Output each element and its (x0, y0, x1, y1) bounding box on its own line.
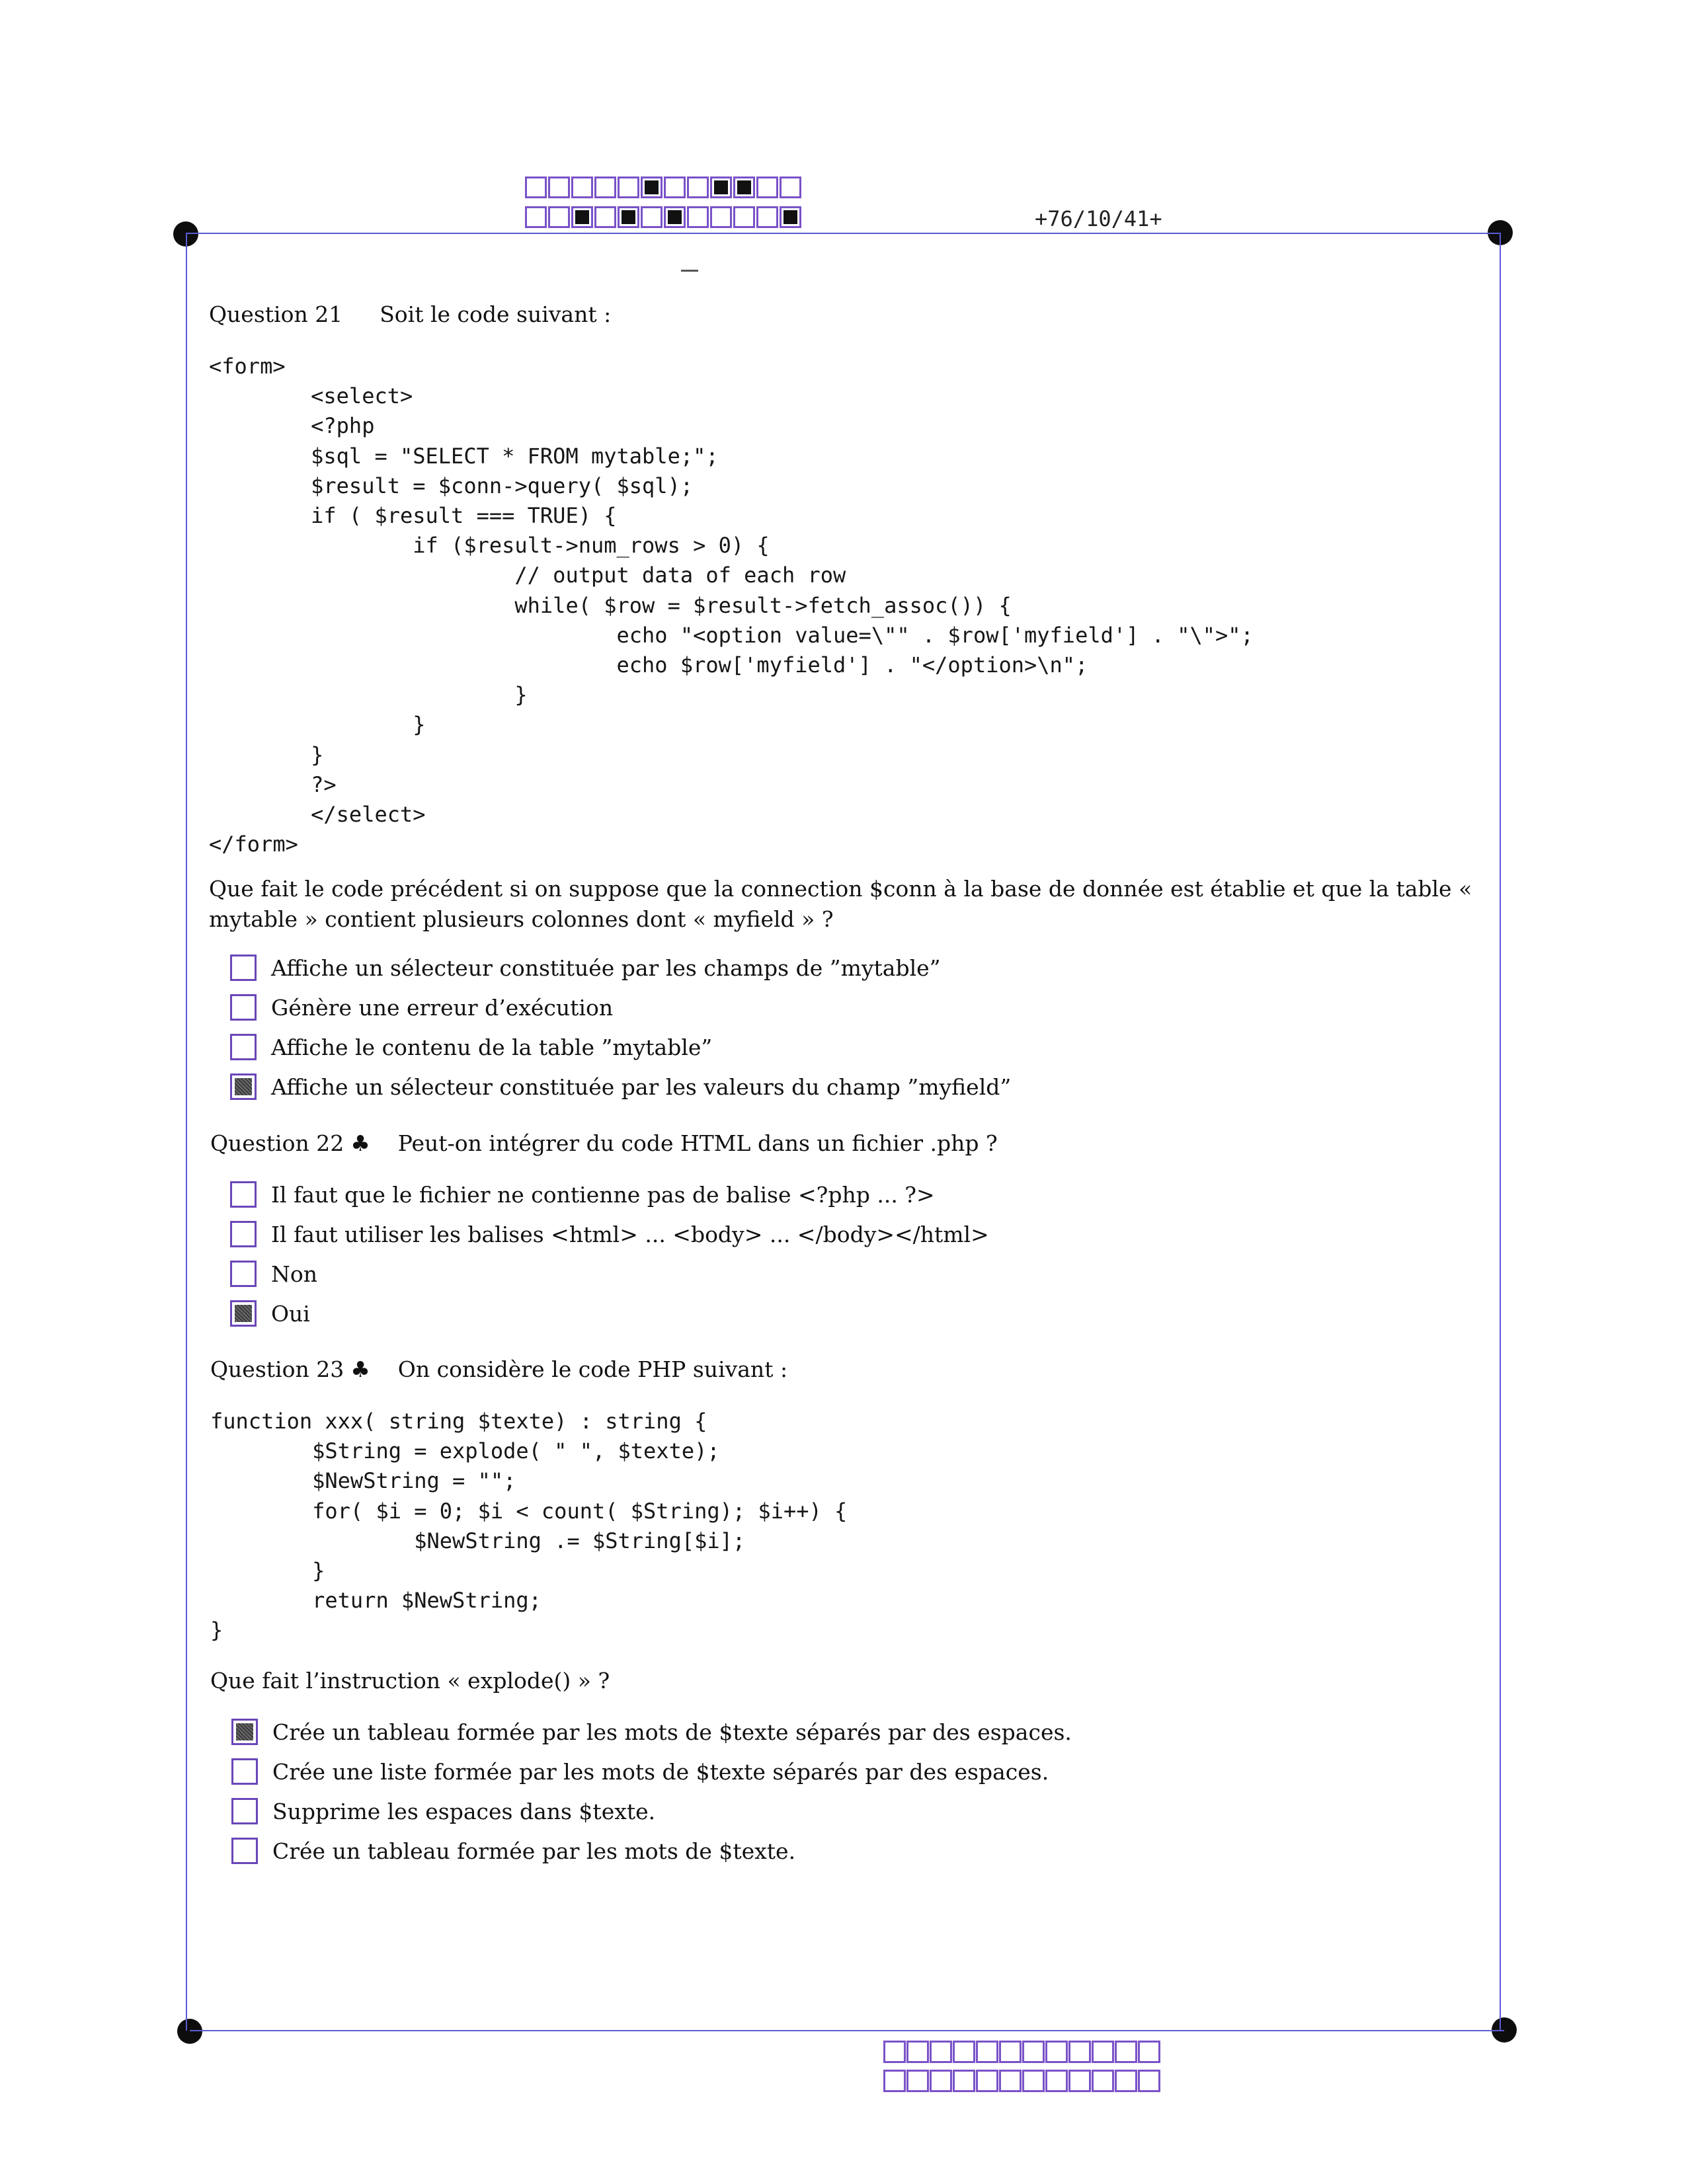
checkbox-checked[interactable] (230, 1300, 257, 1327)
code-cell (571, 206, 593, 228)
code-cell (664, 206, 686, 228)
code-cell (710, 206, 732, 228)
option-text: Il faut que le fichier ne contienne pas de balise <?php ... ?> (271, 1181, 935, 1208)
code-cell (687, 206, 709, 228)
code-cell (1068, 2041, 1091, 2063)
question-23-options (231, 1712, 1072, 1871)
question-label: Question 23 (210, 1356, 344, 1382)
question-title: Peut-on intégrer du code HTML dans un fichier .php ? (397, 1130, 998, 1156)
answer-option[interactable] (231, 1791, 1072, 1831)
code-cell (1068, 2070, 1091, 2092)
answer-option[interactable] (230, 1067, 1011, 1107)
question-22-options (230, 1175, 989, 1333)
answer-option[interactable] (230, 948, 1011, 988)
checkbox-checked[interactable] (231, 1719, 258, 1745)
code-cell (953, 2041, 975, 2063)
question-title: On considère le code PHP suivant : (397, 1356, 788, 1382)
code-cell (883, 2041, 906, 2063)
code-cell (756, 206, 778, 228)
frame-left (186, 233, 187, 2031)
code-cell (594, 176, 616, 198)
question-21-code: <form> <select> <?php $sql = "SELECT * FROM mytable;"; $result = $conn->query( $sql); if ( $result === TRUE) { if ($result->num_rows > 0) { // output data of each row while( $row = $result->fetch_assoc()) { echo "<option value=\"" . $row['myfield'] . "\">"; echo $row['myfield'] . "</option>\n"; } } } ?> </select> </form> (209, 354, 1254, 857)
answer-code-grid-row-1 (883, 2041, 1161, 2063)
code-cell (976, 2070, 998, 2092)
answer-code-grid-row-2 (883, 2070, 1161, 2092)
option-text: Affiche un sélecteur constituée par les champs de ”mytable” (271, 955, 941, 981)
checkbox[interactable] (231, 1798, 258, 1824)
checkbox[interactable] (230, 1034, 257, 1060)
code-cell (780, 206, 801, 228)
question-21-options (230, 948, 1011, 1107)
code-cell (733, 206, 755, 228)
answer-option[interactable] (231, 1712, 1072, 1752)
checkbox[interactable] (231, 1758, 258, 1785)
code-cell (883, 2070, 906, 2092)
option-text: Crée une liste formée par les mots de $texte séparés par des espaces. (272, 1758, 1049, 1785)
answer-option[interactable] (231, 1831, 1072, 1871)
question-21-prompt: Que fait le code précédent si on suppose que la connection $conn à la base de donnée est établie et que la table « mytable » contient plusieurs colonnes dont « myfield » ? (209, 876, 1472, 932)
code-cell (999, 2070, 1022, 2092)
code-cell (641, 206, 662, 228)
code-cell (571, 176, 593, 198)
answer-option[interactable] (230, 988, 1011, 1027)
answer-option[interactable] (230, 1027, 1011, 1067)
option-text: Affiche le contenu de la table ”mytable” (271, 1034, 713, 1060)
checkbox[interactable] (230, 1181, 257, 1208)
code-cell (618, 206, 639, 228)
code-cell (930, 2070, 952, 2092)
frame-bottom (190, 2030, 1504, 2031)
code-cell (548, 176, 570, 198)
question-label: Question 21 (209, 301, 343, 327)
answer-option[interactable] (231, 1752, 1072, 1791)
code-cell (664, 176, 686, 198)
option-text: Crée un tableau formée par les mots de $texte. (272, 1838, 796, 1864)
id-code-bottom-row (525, 206, 803, 228)
code-cell (906, 2070, 929, 2092)
checkbox[interactable] (230, 994, 257, 1021)
code-cell (1115, 2041, 1137, 2063)
code-cell (1092, 2070, 1114, 2092)
answer-option[interactable] (230, 1294, 989, 1333)
code-cell (525, 176, 547, 198)
page-id: +76/10/41+ (1035, 206, 1162, 231)
frame-top (186, 233, 1500, 234)
question-title: Soit le code suivant : (380, 301, 612, 327)
code-cell (953, 2070, 975, 2092)
code-cell (1045, 2041, 1068, 2063)
code-cell (548, 206, 570, 228)
question-22-heading (210, 1130, 998, 1156)
option-text: Supprime les espaces dans $texte. (272, 1798, 656, 1824)
question-23-code: function xxx( string $texte) : string { $String = explode( " ", $texte); $NewString = ""; for( $i = 0; $i < count( $String); $i++) { $NewString .= $String[$i]; } return $NewString; } (210, 1409, 848, 1643)
code-cell (710, 176, 732, 198)
question-label: Question 22 (210, 1130, 344, 1156)
registration-mark-bottom-left (177, 2019, 202, 2044)
option-text: Non (271, 1261, 317, 1287)
code-cell (780, 176, 801, 198)
code-cell (1022, 2070, 1045, 2092)
code-cell (733, 176, 755, 198)
code-cell (594, 206, 616, 228)
code-cell (1092, 2041, 1114, 2063)
question-21-heading (209, 301, 611, 327)
code-cell (687, 176, 709, 198)
code-cell (930, 2041, 952, 2063)
checkbox-checked[interactable] (230, 1073, 257, 1100)
club-icon: ♣ (350, 1130, 370, 1156)
checkbox[interactable] (230, 1261, 257, 1287)
answer-option[interactable] (230, 1214, 989, 1254)
club-icon: ♣ (350, 1356, 370, 1382)
question-23-prompt: Que fait l’instruction « explode() » ? (210, 1668, 610, 1694)
small-dash (681, 270, 698, 272)
option-text: Oui (271, 1300, 310, 1327)
checkbox[interactable] (231, 1838, 258, 1864)
frame-right (1500, 233, 1501, 2031)
id-code-top-row (525, 176, 803, 198)
code-cell (906, 2041, 929, 2063)
option-text: Affiche un sélecteur constituée par les valeurs du champ ”myfield” (271, 1073, 1012, 1100)
checkbox[interactable] (230, 955, 257, 981)
code-cell (756, 176, 778, 198)
checkbox[interactable] (230, 1221, 257, 1247)
answer-option[interactable] (230, 1254, 989, 1294)
code-cell (1115, 2070, 1137, 2092)
code-cell (976, 2041, 998, 2063)
option-text: Il faut utiliser les balises <html> ... <body> ... </body></html> (271, 1221, 989, 1247)
option-text: Génère une erreur d’exécution (271, 994, 614, 1021)
option-text: Crée un tableau formée par les mots de $texte séparés par des espaces. (272, 1719, 1072, 1745)
question-23-heading (210, 1356, 787, 1382)
code-cell (618, 176, 639, 198)
code-cell (1138, 2070, 1160, 2092)
code-cell (999, 2041, 1022, 2063)
answer-option[interactable] (230, 1175, 989, 1214)
code-cell (1022, 2041, 1045, 2063)
code-cell (1045, 2070, 1068, 2092)
code-cell (1138, 2041, 1160, 2063)
code-cell (641, 176, 662, 198)
code-cell (525, 206, 547, 228)
